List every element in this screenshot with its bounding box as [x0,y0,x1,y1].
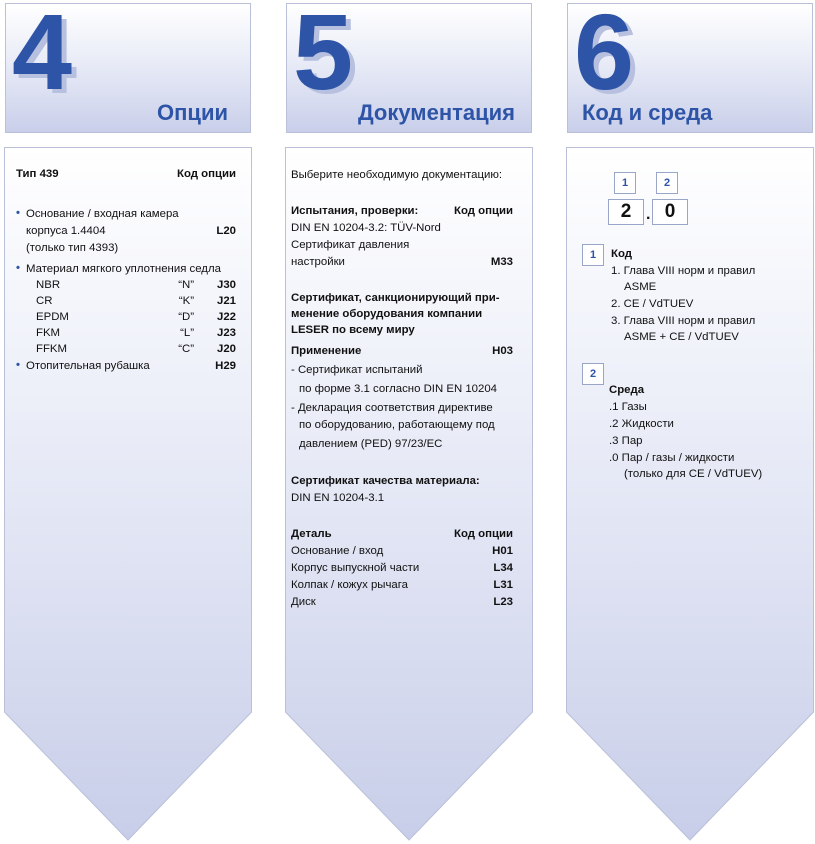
position-badge: 1 [614,172,636,194]
seal-code: J20 [216,343,236,355]
seal-name: FKM [36,327,61,339]
jacket-label: Отопительная рубашка [26,360,150,372]
base-line2: корпуса 1.4404 [26,225,106,237]
cert-line1: Сертификат, санкционирующий при- [291,292,500,304]
detail-name: Диск [291,596,316,608]
seal-letter: “N” [178,279,194,291]
header-documentation [286,0,532,133]
detail-code: L34 [493,562,513,574]
detail-code: L23 [493,596,513,608]
tests-title: Испытания, проверки: [291,205,419,217]
media-item: (только для CE / VdTUEV) [624,468,763,480]
section-badge: 2 [582,363,604,385]
section-number: 6 [574,0,635,112]
code-separator: . [646,206,651,223]
header-options [5,0,251,133]
detail-name: Корпус выпускной части [291,562,420,574]
media-item: .2 Жидкости [609,418,674,430]
code-header: Код опции [177,168,236,180]
media-item: .1 Газы [609,401,647,413]
code-item: ASME + CE / VdTUEV [624,331,739,343]
detail-code: L31 [493,579,513,591]
application-label: Применение [291,345,362,357]
material-title: Сертификат качества материала: [291,475,480,487]
jacket-code: H29 [215,360,236,372]
section-title: Код и среда [582,100,713,125]
seal-letter: “L” [180,327,194,339]
tests-code: M33 [490,256,513,268]
seal-name: CR [36,295,53,307]
tests-line3: настройки [291,256,345,268]
bullet: • [16,359,20,371]
code-item: ASME [624,281,657,293]
cert-line2: менение оборудования компании [291,308,483,320]
seal-code: J23 [216,327,236,339]
seal-name: NBR [36,279,61,291]
code-digit: 0 [652,199,688,225]
base-note: (только тип 4393) [26,242,119,254]
section-title: Документация [357,100,515,125]
media-item: .3 Пар [609,435,643,447]
code-media-panel [566,147,814,842]
code-header: Код опции [454,205,513,217]
base-line1: Основание / входная камера [26,208,179,220]
media-item: .0 Пар / газы / жидкости [609,452,735,464]
detail-code-header: Код опции [454,528,513,540]
application-code: H03 [492,345,513,357]
seal-letter: “D” [178,311,194,323]
bullet: • [16,262,20,274]
base-code: L20 [216,225,236,237]
bullet: • [16,207,20,219]
detail-name: Основание / вход [291,545,384,557]
code-item: 3. Глава VIII норм и правил [611,315,756,327]
detail-header: Деталь [291,528,332,540]
options-panel [4,147,252,842]
app-item2-line1: - Декларация соответствия директиве [291,402,493,414]
tests-line2: Сертификат давления [291,239,410,251]
seal-letter: “K” [178,295,194,307]
header-code-media [567,0,813,133]
seal-name: EPDM [36,311,69,323]
detail-name: Колпак / кожух рычага [291,579,408,591]
media-title: Среда [609,384,645,396]
app-item1-line2: по форме 3.1 согласно DIN EN 10204 [299,383,498,395]
doc-intro: Выберите необходимую документацию: [291,169,503,181]
position-badge: 2 [656,172,678,194]
detail-code: H01 [492,545,513,557]
app-item2-line2: по оборудованию, работающему под [299,419,495,431]
section-number: 5 [293,0,354,112]
seal-letter: “C” [178,343,194,355]
code-item: 1. Глава VIII норм и правил [611,265,756,277]
app-item2-line3: давлением (PED) 97/23/EC [299,438,443,450]
documentation-panel [285,147,533,842]
seal-name: FFKM [36,343,68,355]
section-badge: 1 [582,244,604,266]
seal-code: J30 [216,279,236,291]
app-item1-line1: - Сертификат испытаний [291,364,423,376]
section-number: 4 [12,0,73,112]
cert-line3: LESER по всему миру [291,324,415,336]
code-item: 2. CE / VdTUEV [611,298,694,310]
code-digit: 2 [608,199,644,225]
type-label: Тип 439 [16,168,59,180]
tests-line1: DIN EN 10204-3.2: TÜV-Nord [291,222,441,234]
material-std: DIN EN 10204-3.1 [291,492,385,504]
seal-title: Материал мягкого уплотнения седла [26,263,221,275]
section-title: Опции [157,100,228,125]
code-title: Код [611,248,632,260]
seal-code: J22 [216,311,236,323]
seal-code: J21 [216,295,236,307]
